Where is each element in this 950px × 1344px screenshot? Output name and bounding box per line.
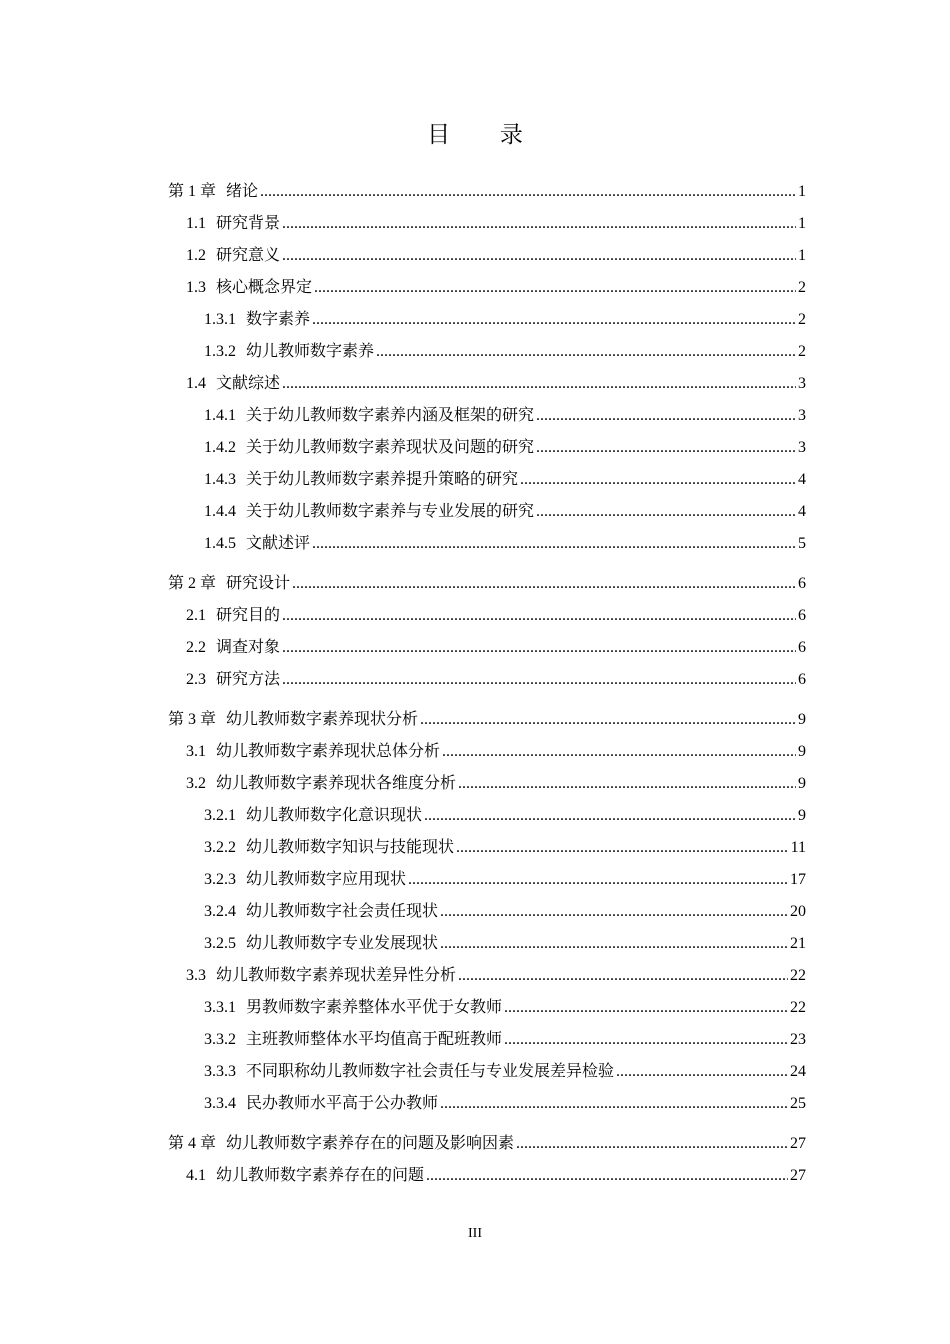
- toc-entry-title: 研究背景: [216, 215, 281, 232]
- dot-leader: [616, 1056, 788, 1088]
- toc-entry-number: 3.3.2: [204, 1031, 236, 1048]
- dot-leader: [282, 632, 796, 664]
- toc-entry-number: 3.3: [186, 967, 206, 984]
- toc-entry-page: 27: [790, 1135, 806, 1152]
- toc-entry-page: 2: [798, 343, 806, 360]
- dot-leader: [440, 928, 788, 960]
- toc-entry-title: 文献综述: [216, 375, 281, 392]
- toc-entry[interactable]: [168, 832, 806, 864]
- dot-leader: [456, 832, 789, 864]
- toc-entry-number: 1.4.1: [204, 407, 236, 424]
- toc-entry-number: 1.4.2: [204, 439, 236, 456]
- toc-entry-number: 3.2.5: [204, 935, 236, 952]
- toc-entry[interactable]: [168, 864, 806, 896]
- toc-entry[interactable]: [168, 928, 806, 960]
- toc-entry[interactable]: [168, 240, 806, 272]
- toc-entry-page: 22: [790, 999, 806, 1016]
- toc-entry-page: 11: [790, 839, 806, 856]
- toc-entry[interactable]: [168, 304, 806, 336]
- toc-entry-number: 3.3.1: [204, 999, 236, 1016]
- toc-entry[interactable]: [168, 432, 806, 464]
- toc-entry-page: 17: [790, 871, 806, 888]
- toc-entry[interactable]: [168, 1160, 806, 1192]
- toc-entry-title: 幼儿教师数字专业发展现状: [246, 935, 439, 952]
- dot-leader: [458, 768, 796, 800]
- toc-entry[interactable]: [168, 336, 806, 368]
- dot-leader: [282, 208, 796, 240]
- toc-entry-page: 1: [798, 215, 806, 232]
- dot-leader: [292, 568, 796, 600]
- toc-entry-title: 研究意义: [216, 247, 281, 264]
- toc-entry[interactable]: [168, 1024, 806, 1056]
- toc-entry[interactable]: [168, 960, 806, 992]
- dot-leader: [536, 400, 796, 432]
- toc-entry-title: 幼儿教师数字应用现状: [246, 871, 407, 888]
- toc-entry-number: 1.3.1: [204, 311, 236, 328]
- toc-entry-number: 1.3: [186, 279, 206, 296]
- dot-leader: [504, 1024, 788, 1056]
- toc-entry-number: 2.3: [186, 671, 206, 688]
- toc-entry-number: 3.3.4: [204, 1095, 236, 1112]
- dot-leader: [312, 304, 796, 336]
- toc-entry-title: 不同职称幼儿教师数字社会责任与专业发展差异检验: [246, 1063, 615, 1080]
- dot-leader: [282, 240, 796, 272]
- toc-entry[interactable]: [168, 632, 806, 664]
- toc-entry[interactable]: [168, 464, 806, 496]
- toc-entry-number: 第 1 章: [168, 183, 217, 200]
- toc-entry[interactable]: [168, 208, 806, 240]
- toc-entry-page: 2: [798, 311, 806, 328]
- dot-leader: [282, 368, 796, 400]
- toc-entry-page: 6: [798, 671, 806, 688]
- toc-entry-number: 3.2.2: [204, 839, 236, 856]
- toc-entry-title: 幼儿教师数字化意识现状: [246, 807, 423, 824]
- dot-leader: [520, 464, 796, 496]
- dot-leader: [426, 1160, 788, 1192]
- toc-entry-title: 关于幼儿教师数字素养现状及问题的研究: [246, 439, 535, 456]
- toc-entry-page: 22: [790, 967, 806, 984]
- toc-entry-page: 9: [798, 743, 806, 760]
- toc-entry[interactable]: [168, 896, 806, 928]
- dot-leader: [458, 960, 788, 992]
- toc-entry-page: 3: [798, 439, 806, 456]
- dot-leader: [282, 600, 796, 632]
- toc-entry-page: 20: [790, 903, 806, 920]
- toc-entry-title: 男教师数字素养整体水平优于女教师: [246, 999, 503, 1016]
- toc-entry-number: 4.1: [186, 1167, 206, 1184]
- dot-leader: [516, 1128, 788, 1160]
- toc-entry-page: 1: [798, 183, 806, 200]
- toc-entry[interactable]: [168, 736, 806, 768]
- toc-entry[interactable]: [168, 400, 806, 432]
- toc-entry-title: 主班教师整体水平均值高于配班教师: [246, 1031, 503, 1048]
- page-number: III: [468, 1226, 482, 1241]
- toc-entry-page: 6: [798, 607, 806, 624]
- toc-entry[interactable]: [168, 600, 806, 632]
- toc-entry-number: 2.1: [186, 607, 206, 624]
- toc-entry-number: 1.4.4: [204, 503, 236, 520]
- toc-entry-title: 文献述评: [246, 535, 311, 552]
- dot-leader: [260, 176, 796, 208]
- toc-entry-number: 3.2.3: [204, 871, 236, 888]
- toc-entry-title: 幼儿教师数字素养现状分析: [226, 711, 419, 728]
- dot-leader: [282, 664, 796, 696]
- toc-entry-title: 数字素养: [246, 311, 311, 328]
- toc-entry-title: 核心概念界定: [216, 279, 313, 296]
- toc-entry-title: 研究方法: [216, 671, 281, 688]
- toc-entry-page: 4: [798, 503, 806, 520]
- toc-entry-page: 27: [790, 1167, 806, 1184]
- table-of-contents: [168, 176, 806, 1192]
- toc-entry-title: 幼儿教师数字素养现状总体分析: [216, 743, 441, 760]
- toc-entry[interactable]: [168, 1056, 806, 1088]
- toc-entry-page: 9: [798, 807, 806, 824]
- toc-entry[interactable]: [168, 800, 806, 832]
- toc-entry[interactable]: [168, 176, 806, 208]
- toc-entry[interactable]: [168, 704, 806, 736]
- toc-entry-number: 1.4: [186, 375, 206, 392]
- toc-entry-number: 第 3 章: [168, 711, 217, 728]
- toc-entry-number: 3.2.4: [204, 903, 236, 920]
- toc-entry-title: 研究目的: [216, 607, 281, 624]
- toc-entry-page: 21: [790, 935, 806, 952]
- toc-entry-number: 2.2: [186, 639, 206, 656]
- toc-entry[interactable]: [168, 992, 806, 1024]
- toc-entry-title: 民办教师水平高于公办教师: [246, 1095, 439, 1112]
- toc-entry-page: 1: [798, 247, 806, 264]
- dot-leader: [314, 272, 796, 304]
- toc-entry[interactable]: [168, 368, 806, 400]
- toc-entry-number: 1.4.5: [204, 535, 236, 552]
- dot-leader: [424, 800, 796, 832]
- toc-entry-page: 6: [798, 575, 806, 592]
- toc-entry-number: 3.2: [186, 775, 206, 792]
- dot-leader: [312, 528, 796, 560]
- toc-entry[interactable]: [168, 1128, 806, 1160]
- toc-entry-page: 3: [798, 407, 806, 424]
- toc-entry-page: 3: [798, 375, 806, 392]
- toc-entry-title: 调查对象: [216, 639, 281, 656]
- toc-entry-page: 5: [798, 535, 806, 552]
- toc-entry-number: 1.4.3: [204, 471, 236, 488]
- toc-entry-title: 幼儿教师数字社会责任现状: [246, 903, 439, 920]
- dot-leader: [442, 736, 796, 768]
- toc-entry-title: 关于幼儿教师数字素养与专业发展的研究: [246, 503, 535, 520]
- dot-leader: [536, 496, 796, 528]
- toc-entry-title: 关于幼儿教师数字素养提升策略的研究: [246, 471, 519, 488]
- dot-leader: [420, 704, 796, 736]
- toc-entry[interactable]: [168, 1088, 806, 1120]
- toc-entry-page: 24: [790, 1063, 806, 1080]
- toc-entry-number: 3.1: [186, 743, 206, 760]
- toc-entry-number: 第 4 章: [168, 1135, 217, 1152]
- toc-entry[interactable]: [168, 568, 806, 600]
- toc-entry-title: 绪论: [226, 183, 259, 200]
- toc-entry[interactable]: [168, 768, 806, 800]
- toc-entry[interactable]: [168, 664, 806, 696]
- page-title: 目 录: [427, 122, 545, 147]
- toc-entry[interactable]: [168, 528, 806, 560]
- toc-entry[interactable]: [168, 272, 806, 304]
- toc-entry-page: 4: [798, 471, 806, 488]
- dot-leader: [504, 992, 788, 1024]
- toc-entry-title: 幼儿教师数字素养: [246, 343, 375, 360]
- toc-entry-title: 幼儿教师数字素养存在的问题及影响因素: [226, 1135, 515, 1152]
- dot-leader: [408, 864, 788, 896]
- toc-entry-number: 3.3.3: [204, 1063, 236, 1080]
- dot-leader: [440, 896, 788, 928]
- toc-entry-title: 关于幼儿教师数字素养内涵及框架的研究: [246, 407, 535, 424]
- toc-entry-number: 1.1: [186, 215, 206, 232]
- toc-entry-title: 幼儿教师数字知识与技能现状: [246, 839, 455, 856]
- dot-leader: [440, 1088, 788, 1120]
- toc-entry-title: 幼儿教师数字素养现状差异性分析: [216, 967, 457, 984]
- toc-entry-number: 3.2.1: [204, 807, 236, 824]
- toc-entry-number: 1.3.2: [204, 343, 236, 360]
- dot-leader: [376, 336, 796, 368]
- toc-entry-number: 第 2 章: [168, 575, 217, 592]
- dot-leader: [536, 432, 796, 464]
- toc-entry-page: 9: [798, 775, 806, 792]
- toc-entry-page: 2: [798, 279, 806, 296]
- toc-entry-title: 幼儿教师数字素养现状各维度分析: [216, 775, 457, 792]
- toc-entry-number: 1.2: [186, 247, 206, 264]
- toc-entry-title: 幼儿教师数字素养存在的问题: [216, 1167, 425, 1184]
- toc-entry-page: 6: [798, 639, 806, 656]
- toc-entry-title: 研究设计: [226, 575, 291, 592]
- toc-entry[interactable]: [168, 496, 806, 528]
- toc-entry-page: 9: [798, 711, 806, 728]
- toc-entry-page: 25: [790, 1095, 806, 1112]
- toc-entry-page: 23: [790, 1031, 806, 1048]
